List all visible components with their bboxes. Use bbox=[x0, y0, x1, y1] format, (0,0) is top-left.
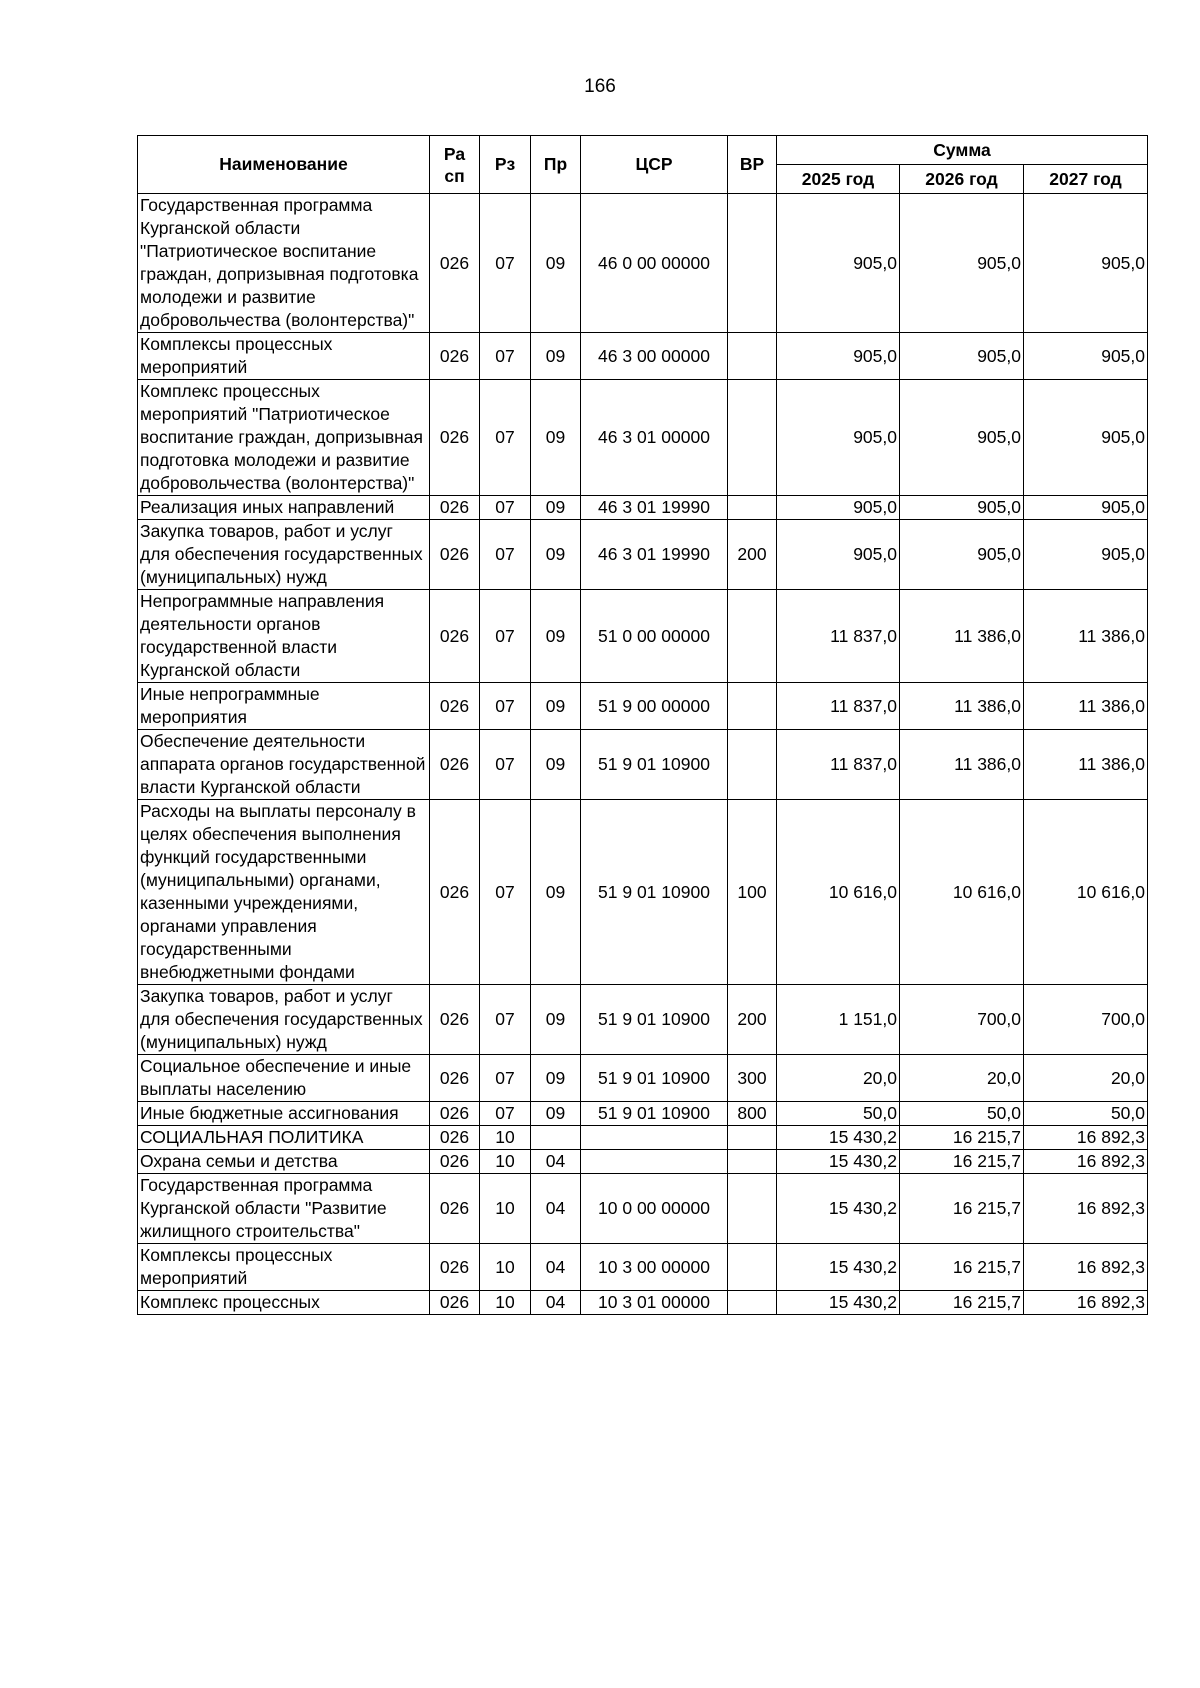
row-pr bbox=[531, 1126, 581, 1150]
row-pr: 09 bbox=[531, 590, 581, 683]
row-2027: 50,0 bbox=[1024, 1102, 1148, 1126]
row-pr: 09 bbox=[531, 730, 581, 800]
row-csr: 46 3 00 00000 bbox=[581, 333, 728, 380]
table-row bbox=[138, 683, 1148, 730]
header-2027: 2027 год bbox=[1024, 165, 1148, 194]
row-name: Иные бюджетные ассигнования bbox=[138, 1102, 430, 1126]
row-pr: 04 bbox=[531, 1244, 581, 1291]
row-rz: 07 bbox=[480, 194, 531, 333]
row-rasp: 026 bbox=[430, 730, 480, 800]
row-2026: 16 215,7 bbox=[900, 1174, 1024, 1244]
budget-table bbox=[137, 135, 1148, 1315]
row-2026: 20,0 bbox=[900, 1055, 1024, 1102]
row-rasp: 026 bbox=[430, 1126, 480, 1150]
row-pr: 04 bbox=[531, 1174, 581, 1244]
row-2025: 11 837,0 bbox=[777, 590, 900, 683]
row-vr bbox=[728, 496, 777, 520]
row-csr: 51 0 00 00000 bbox=[581, 590, 728, 683]
row-vr bbox=[728, 1174, 777, 1244]
row-2026: 905,0 bbox=[900, 194, 1024, 333]
row-rz: 10 bbox=[480, 1174, 531, 1244]
row-vr bbox=[728, 590, 777, 683]
table-row bbox=[138, 1291, 1148, 1315]
row-rz: 07 bbox=[480, 800, 531, 985]
row-2026: 16 215,7 bbox=[900, 1150, 1024, 1174]
row-2027: 16 892,3 bbox=[1024, 1291, 1148, 1315]
row-pr: 09 bbox=[531, 985, 581, 1055]
row-pr: 09 bbox=[531, 800, 581, 985]
row-name: Комплексы процессных мероприятий bbox=[138, 333, 430, 380]
row-2026: 11 386,0 bbox=[900, 683, 1024, 730]
row-2027: 16 892,3 bbox=[1024, 1174, 1148, 1244]
row-name: Закупка товаров, работ и услуг для обеспечения государственных (муниципальных) нужд bbox=[138, 520, 430, 590]
row-2027: 905,0 bbox=[1024, 496, 1148, 520]
row-rz: 07 bbox=[480, 590, 531, 683]
header-csr: ЦСР bbox=[581, 136, 728, 194]
row-2027: 11 386,0 bbox=[1024, 683, 1148, 730]
row-2026: 11 386,0 bbox=[900, 730, 1024, 800]
row-vr bbox=[728, 1291, 777, 1315]
table-body bbox=[138, 194, 1148, 1315]
row-vr: 200 bbox=[728, 520, 777, 590]
header-rz: Рз bbox=[480, 136, 531, 194]
row-pr: 09 bbox=[531, 1102, 581, 1126]
row-2025: 905,0 bbox=[777, 520, 900, 590]
row-rz: 10 bbox=[480, 1126, 531, 1150]
row-vr bbox=[728, 1126, 777, 1150]
row-2026: 905,0 bbox=[900, 333, 1024, 380]
row-2025: 905,0 bbox=[777, 333, 900, 380]
row-2027: 16 892,3 bbox=[1024, 1150, 1148, 1174]
row-rasp: 026 bbox=[430, 1244, 480, 1291]
row-pr: 09 bbox=[531, 380, 581, 496]
row-name: Государственная программа Курганской области "Развитие жилищного строительства" bbox=[138, 1174, 430, 1244]
row-2027: 10 616,0 bbox=[1024, 800, 1148, 985]
row-2025: 20,0 bbox=[777, 1055, 900, 1102]
table-row bbox=[138, 1102, 1148, 1126]
row-vr bbox=[728, 1150, 777, 1174]
header-sum: Сумма bbox=[777, 136, 1148, 165]
row-rz: 07 bbox=[480, 520, 531, 590]
row-name: Реализация иных направлений bbox=[138, 496, 430, 520]
row-rz: 07 bbox=[480, 730, 531, 800]
table-row bbox=[138, 985, 1148, 1055]
row-rasp: 026 bbox=[430, 1055, 480, 1102]
row-2025: 11 837,0 bbox=[777, 730, 900, 800]
row-2027: 905,0 bbox=[1024, 380, 1148, 496]
row-vr bbox=[728, 730, 777, 800]
row-pr: 09 bbox=[531, 1055, 581, 1102]
row-vr: 300 bbox=[728, 1055, 777, 1102]
row-2025: 905,0 bbox=[777, 496, 900, 520]
header-pr: Пр bbox=[531, 136, 581, 194]
row-rasp: 026 bbox=[430, 683, 480, 730]
row-2025: 11 837,0 bbox=[777, 683, 900, 730]
row-2025: 905,0 bbox=[777, 380, 900, 496]
row-pr: 09 bbox=[531, 496, 581, 520]
row-2026: 905,0 bbox=[900, 380, 1024, 496]
row-name: Комплексы процессных мероприятий bbox=[138, 1244, 430, 1291]
row-rasp: 026 bbox=[430, 496, 480, 520]
row-rz: 07 bbox=[480, 1055, 531, 1102]
row-name: Обеспечение деятельности аппарата органов государственной власти Курганской области bbox=[138, 730, 430, 800]
row-2025: 50,0 bbox=[777, 1102, 900, 1126]
row-csr: 46 3 01 00000 bbox=[581, 380, 728, 496]
row-2027: 11 386,0 bbox=[1024, 590, 1148, 683]
row-name: Закупка товаров, работ и услуг для обеспечения государственных (муниципальных) нужд bbox=[138, 985, 430, 1055]
row-vr: 100 bbox=[728, 800, 777, 985]
row-2026: 16 215,7 bbox=[900, 1291, 1024, 1315]
header-2025: 2025 год bbox=[777, 165, 900, 194]
table-row bbox=[138, 1055, 1148, 1102]
row-vr bbox=[728, 1244, 777, 1291]
row-pr: 09 bbox=[531, 683, 581, 730]
row-2026: 11 386,0 bbox=[900, 590, 1024, 683]
row-rasp: 026 bbox=[430, 590, 480, 683]
row-2027: 16 892,3 bbox=[1024, 1244, 1148, 1291]
table-row bbox=[138, 1174, 1148, 1244]
row-2027: 11 386,0 bbox=[1024, 730, 1148, 800]
row-name: Комплекс процессных мероприятий "Патриотическое воспитание граждан, допризывная подготовка молодежи и развитие добровольчества (волонтерства)" bbox=[138, 380, 430, 496]
row-rz: 07 bbox=[480, 985, 531, 1055]
table-header bbox=[138, 136, 1148, 194]
row-name: Социальное обеспечение и иные выплаты населению bbox=[138, 1055, 430, 1102]
table-row bbox=[138, 333, 1148, 380]
table-row bbox=[138, 800, 1148, 985]
row-csr bbox=[581, 1126, 728, 1150]
row-pr: 04 bbox=[531, 1150, 581, 1174]
row-2026: 50,0 bbox=[900, 1102, 1024, 1126]
row-vr bbox=[728, 333, 777, 380]
row-2025: 905,0 bbox=[777, 194, 900, 333]
row-name: Непрограммные направления деятельности органов государственной власти Курганской области bbox=[138, 590, 430, 683]
row-csr: 46 3 01 19990 bbox=[581, 496, 728, 520]
row-2027: 905,0 bbox=[1024, 194, 1148, 333]
row-csr: 10 3 00 00000 bbox=[581, 1244, 728, 1291]
row-rz: 10 bbox=[480, 1150, 531, 1174]
row-csr: 51 9 00 00000 bbox=[581, 683, 728, 730]
row-vr bbox=[728, 683, 777, 730]
row-csr: 51 9 01 10900 bbox=[581, 1102, 728, 1126]
row-2027: 20,0 bbox=[1024, 1055, 1148, 1102]
row-rz: 07 bbox=[480, 496, 531, 520]
header-2026: 2026 год bbox=[900, 165, 1024, 194]
row-rasp: 026 bbox=[430, 1102, 480, 1126]
row-rasp: 026 bbox=[430, 380, 480, 496]
table-row bbox=[138, 1126, 1148, 1150]
row-vr: 800 bbox=[728, 1102, 777, 1126]
row-rz: 10 bbox=[480, 1291, 531, 1315]
row-vr bbox=[728, 380, 777, 496]
header-name: Наименование bbox=[138, 136, 430, 194]
row-2025: 15 430,2 bbox=[777, 1291, 900, 1315]
row-pr: 09 bbox=[531, 520, 581, 590]
row-rasp: 026 bbox=[430, 333, 480, 380]
row-csr: 51 9 01 10900 bbox=[581, 800, 728, 985]
row-2025: 15 430,2 bbox=[777, 1174, 900, 1244]
row-2026: 16 215,7 bbox=[900, 1244, 1024, 1291]
row-csr: 10 0 00 00000 bbox=[581, 1174, 728, 1244]
row-pr: 04 bbox=[531, 1291, 581, 1315]
table-row bbox=[138, 1150, 1148, 1174]
row-pr: 09 bbox=[531, 333, 581, 380]
row-csr: 46 3 01 19990 bbox=[581, 520, 728, 590]
row-csr bbox=[581, 1150, 728, 1174]
row-rz: 10 bbox=[480, 1244, 531, 1291]
row-name: Комплекс процессных bbox=[138, 1291, 430, 1315]
row-rasp: 026 bbox=[430, 520, 480, 590]
table-row bbox=[138, 520, 1148, 590]
row-rasp: 026 bbox=[430, 1174, 480, 1244]
row-2026: 905,0 bbox=[900, 496, 1024, 520]
row-2026: 16 215,7 bbox=[900, 1126, 1024, 1150]
row-rasp: 026 bbox=[430, 194, 480, 333]
row-rz: 07 bbox=[480, 683, 531, 730]
row-name: СОЦИАЛЬНАЯ ПОЛИТИКА bbox=[138, 1126, 430, 1150]
row-pr: 09 bbox=[531, 194, 581, 333]
row-name: Расходы на выплаты персоналу в целях обеспечения выполнения функций государственными (муниципальными) органами, казенными учреждениями, органами управления государственными внебюджетными фондами bbox=[138, 800, 430, 985]
table-row bbox=[138, 1244, 1148, 1291]
row-2025: 15 430,2 bbox=[777, 1244, 900, 1291]
row-2025: 15 430,2 bbox=[777, 1126, 900, 1150]
row-name: Государственная программа Курганской области "Патриотическое воспитание граждан, допризывная подготовка молодежи и развитие добровольчества (волонтерства)" bbox=[138, 194, 430, 333]
row-2025: 10 616,0 bbox=[777, 800, 900, 985]
row-name: Охрана семьи и детства bbox=[138, 1150, 430, 1174]
row-csr: 51 9 01 10900 bbox=[581, 1055, 728, 1102]
row-rasp: 026 bbox=[430, 985, 480, 1055]
row-csr: 51 9 01 10900 bbox=[581, 985, 728, 1055]
row-rasp: 026 bbox=[430, 1291, 480, 1315]
row-rz: 07 bbox=[480, 1102, 531, 1126]
table-row bbox=[138, 590, 1148, 683]
row-name: Иные непрограммные мероприятия bbox=[138, 683, 430, 730]
row-csr: 51 9 01 10900 bbox=[581, 730, 728, 800]
header-rasp: Ра сп bbox=[430, 136, 480, 194]
row-csr: 10 3 01 00000 bbox=[581, 1291, 728, 1315]
row-2025: 15 430,2 bbox=[777, 1150, 900, 1174]
row-2026: 10 616,0 bbox=[900, 800, 1024, 985]
row-rz: 07 bbox=[480, 333, 531, 380]
table-row bbox=[138, 496, 1148, 520]
row-2026: 700,0 bbox=[900, 985, 1024, 1055]
page-number: 166 bbox=[584, 76, 616, 97]
table-row bbox=[138, 730, 1148, 800]
row-2025: 1 151,0 bbox=[777, 985, 900, 1055]
row-rasp: 026 bbox=[430, 1150, 480, 1174]
row-vr: 200 bbox=[728, 985, 777, 1055]
row-2027: 16 892,3 bbox=[1024, 1126, 1148, 1150]
row-2026: 905,0 bbox=[900, 520, 1024, 590]
row-csr: 46 0 00 00000 bbox=[581, 194, 728, 333]
row-vr bbox=[728, 194, 777, 333]
row-2027: 905,0 bbox=[1024, 333, 1148, 380]
row-rasp: 026 bbox=[430, 800, 480, 985]
row-2027: 905,0 bbox=[1024, 520, 1148, 590]
header-vr: ВР bbox=[728, 136, 777, 194]
row-rz: 07 bbox=[480, 380, 531, 496]
row-2027: 700,0 bbox=[1024, 985, 1148, 1055]
table-row bbox=[138, 380, 1148, 496]
table-row bbox=[138, 194, 1148, 333]
